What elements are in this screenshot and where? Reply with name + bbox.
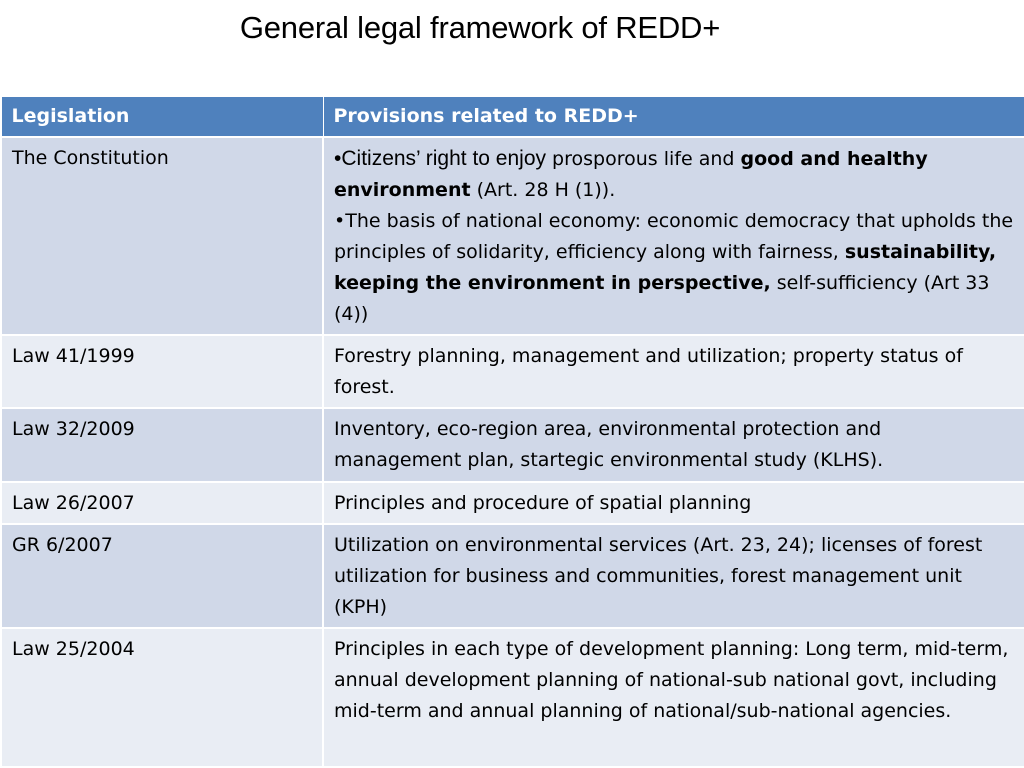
legislation-cell: Law 26/2007 [1,482,323,524]
provision-text: •The basis of national economy: economic democracy that upholds the principles of solidarity, efficiency along with fairness, [334,210,1014,263]
legislation-cell: Law 25/2004 [1,628,323,767]
provision-text: prosporous life and [546,148,741,170]
provisions-cell: Forestry planning, management and utilization; property status of forest. [323,335,1024,408]
provisions-cell: Inventory, eco-region area, environmental protection and management plan, startegic environmental study (KLHS). [323,408,1024,482]
column-header-legislation: Legislation [1,97,323,138]
legal-framework-table [0,96,1024,768]
bullet-marker: • [334,147,342,170]
provisions-cell [323,137,1024,335]
provision-emphasis: sustainability, keeping the environment in perspective, [334,241,997,294]
provision-reference: self-sufficiency (Art 33 (4)) [334,272,990,325]
provisions-cell: Utilization on environmental services (Art. 23, 24); licenses of forest utilization for business and communities, forest management unit (KPH) [323,524,1024,628]
page-title: General legal framework of REDD+ [239,10,721,45]
table-row [1,335,1024,408]
table-header-row [1,97,1024,138]
provisions-cell: Principles and procedure of spatial planning [323,482,1024,524]
legislation-cell: The Constitution [1,137,323,335]
legislation-cell: Law 41/1999 [1,335,323,408]
table-row [1,408,1024,482]
provision-reference: (Art. 28 H (1)). [470,179,616,201]
provision-emphasis: good and healthy environment [334,148,928,201]
column-header-provisions: Provisions related to REDD+ [323,97,1024,138]
provision-lead-text: Citizens’ right to enjoy [341,147,547,170]
legislation-cell: Law 32/2009 [1,408,323,482]
table-row [1,482,1024,524]
table-row [1,137,1024,335]
table-row [1,524,1024,628]
provisions-cell: Principles in each type of development planning: Long term, mid-term, annual development planning of national-sub national govt, including mid-term and annual planning of national/sub-national agencies. [323,628,1024,767]
provision-bullet-1 [334,143,1014,206]
table-row [1,628,1024,767]
provision-bullet-2 [334,206,1014,330]
legislation-cell: GR 6/2007 [1,524,323,628]
